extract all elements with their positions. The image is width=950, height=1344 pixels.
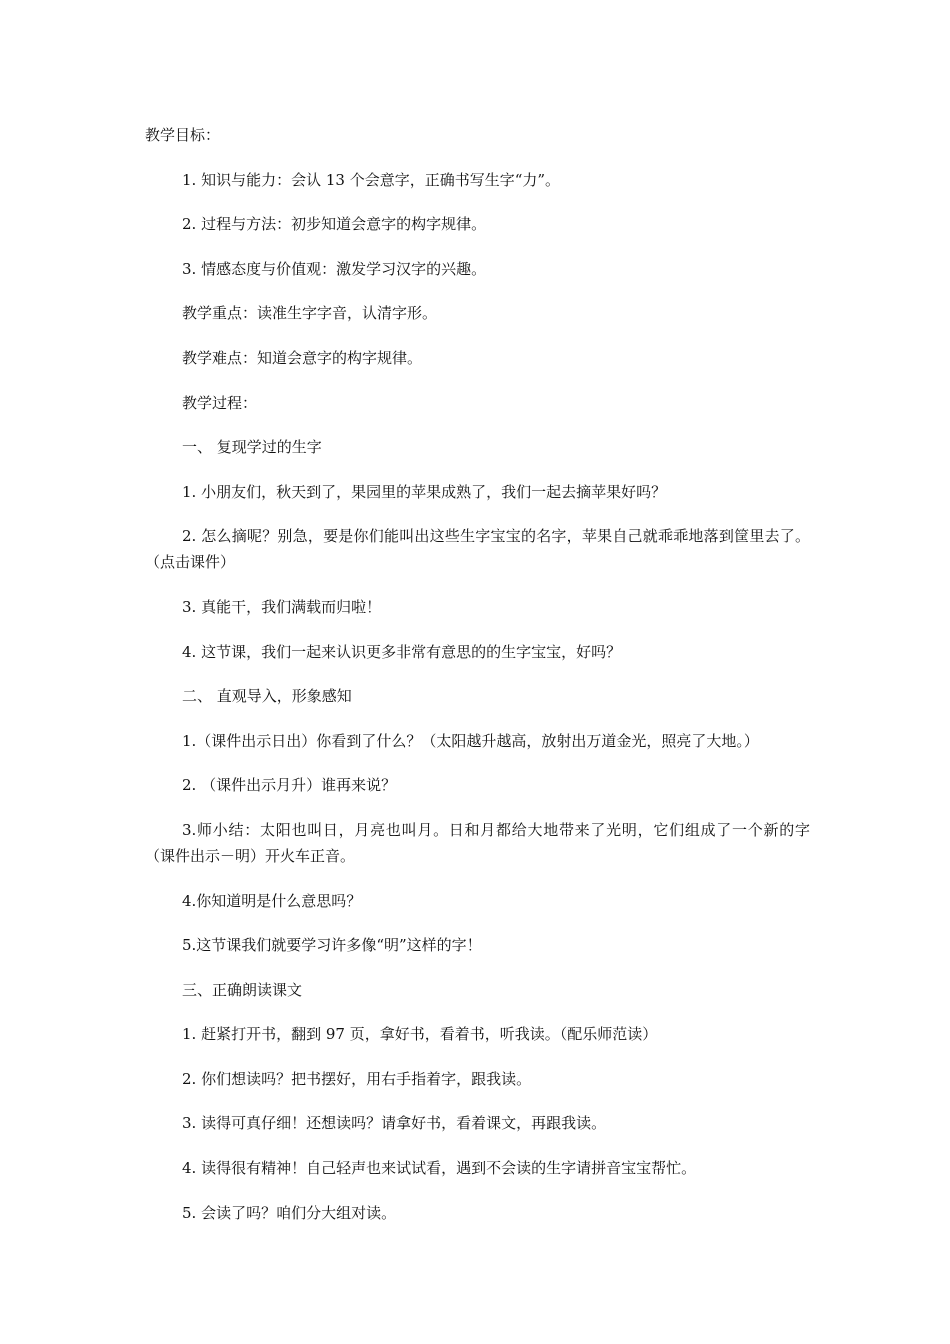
list-item: 3. 真能干，我们满载而归啦！ (182, 597, 382, 616)
list-item: 4.你知道明是什么意思吗？ (182, 891, 362, 910)
section-heading-reading: 三、正确朗读课文 (182, 980, 303, 999)
list-item: 4. 这节课，我们一起来认识更多非常有意思的的生字宝宝，好吗？ (182, 642, 622, 661)
list-item: 5. 会读了吗？咱们分大组对读。 (182, 1203, 397, 1222)
list-item: 2. （课件出示月升）谁再来说？ (182, 776, 397, 795)
list-item: 3.师小结：太阳也叫日，月亮也叫月。日和月都给大地带来了光明，它们组成了一个新的字（课件出示－明）开火车正音。 (145, 820, 810, 865)
document-page (145, 122, 810, 1244)
list-item: 1.（课件出示日出）你看到了什么？（太阳越升越高，放射出万道金光，照亮了大地。） (182, 731, 759, 750)
teaching-difficulty: 教学难点：知道会意字的构字规律。 (182, 348, 423, 367)
goal-attitude: 3. 情感态度与价值观：激发学习汉字的兴趣。 (182, 259, 487, 278)
section-heading-review: 一、 复现学过的生字 (182, 438, 322, 457)
heading-teaching-goals: 教学目标： (145, 126, 221, 144)
goal-knowledge: 1. 知识与能力：会认 13 个会意字，正确书写生字“力”。 (182, 170, 561, 189)
list-item: 2. 怎么摘呢？别急，要是你们能叫出这些生字宝宝的名字，苹果自己就乖乖地落到筐里去了。（点击课件） (145, 527, 810, 572)
goal-process: 2. 过程与方法：初步知道会意字的构字规律。 (182, 215, 487, 234)
heading-teaching-process: 教学过程： (182, 393, 258, 412)
list-item: 5.这节课我们就要学习许多像“明”这样的字！ (182, 936, 482, 955)
list-item: 4. 读得很有精神！自己轻声也来试试看，遇到不会读的生字请拼音宝宝帮忙。 (182, 1159, 697, 1178)
list-item: 1. 小朋友们，秋天到了，果园里的苹果成熟了，我们一起去摘苹果好吗？ (182, 482, 667, 501)
list-item: 1. 赶紧打开书，翻到 97 页，拿好书，看着书，听我读。（配乐师范读） (182, 1025, 658, 1044)
list-item: 2. 你们想读吗？把书摆好，用右手指着字，跟我读。 (182, 1069, 532, 1088)
teaching-key-point: 教学重点：读准生字字音，认清字形。 (182, 304, 438, 323)
section-heading-intro: 二、 直观导入，形象感知 (182, 687, 352, 706)
list-item: 3. 读得可真仔细！还想读吗？请拿好书，看着课文，再跟我读。 (182, 1114, 607, 1133)
